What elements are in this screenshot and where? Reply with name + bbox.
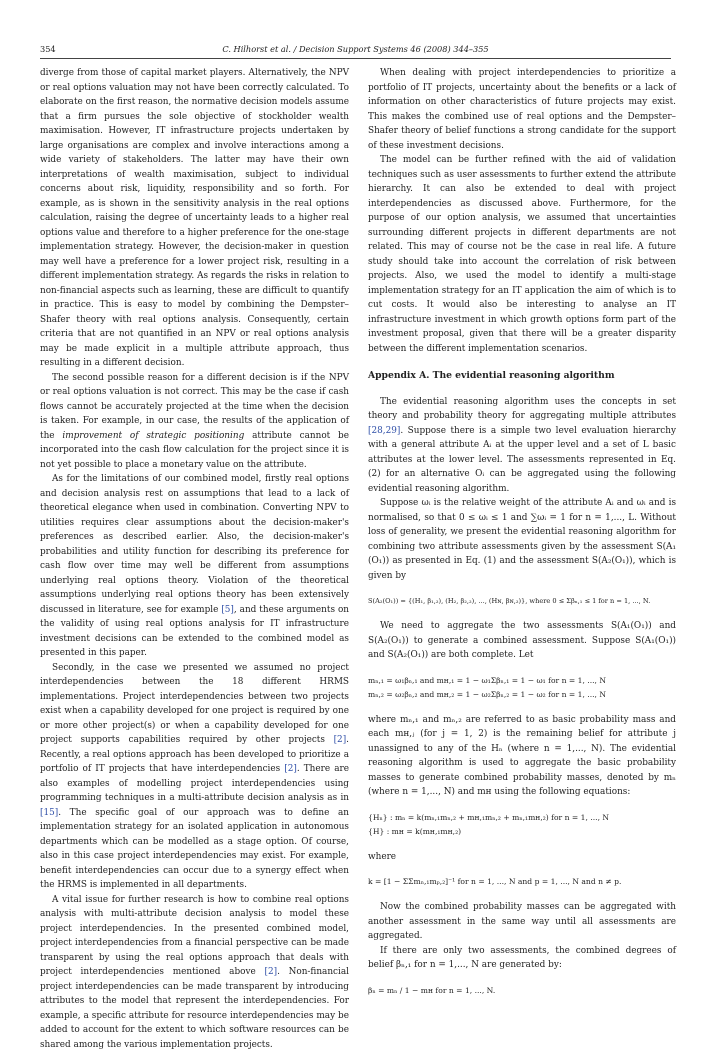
paragraph: If there are only two assessments, the combined degrees of belief βₙ,₁ for n = 1,..., N are generated by: [368,944,676,973]
equation-line: {Hₙ} : mₙ = k(mₙ,₁mₙ,₂ + mʜ,₁mₙ,₂ + mₙ,₁mʜ,₂) for n = 1, ..., N [368,811,676,825]
equation-block [368,811,676,839]
equation: S(A₂(O₁)) = {(H₁, β₁,₂), (H₂, β₂,₂), ..., (Hɴ, βɴ,₂)}, where 0 ≤ Σβₙ,₁ ≤ 1 for n = 1, ..., N. [368,594,676,608]
equation-line: {H} : mʜ = k(mʜ,₁mʜ,₂) [368,825,676,839]
citation-link[interactable]: [2] [334,735,347,745]
text-span: . Recently, a real options approach has been developed to prioritize a portfolio of IT projects that have interdependencies [40,735,349,774]
text-span: The evidential reasoning algorithm uses the concepts in set theory and probability theory for aggregating multiple attributes [368,397,676,422]
text-span: , and these arguments on the validity of using real options analysis for IT infrastructure investment decisions can be extended to the combined model as presented in this paper. [40,605,349,659]
page-number: 354 [40,44,56,54]
running-head: C. Hilhorst et al. / Decision Support Systems 46 (2008) 344–355 [40,44,671,54]
text-span: Secondly, in the case we presented we assumed no project interdependencies between the 18 different HRMS implementations. Project interdependencies between two projects exist when a capability developed for one project is required by one or more other project(s) or when a capability developed for one project supports capabilities required by other projects [40,663,349,746]
citation-link[interactable]: [2] [284,764,297,774]
where-label: where [368,850,676,865]
header-rule [40,58,671,59]
italic-term: improvement of strategic positioning [62,431,244,441]
paragraph: We need to aggregate the two assessments S(A₁(O₁)) and S(A₂(O₁)) to generate a combined assessment. Suppose S(A₁(O₁)) and S(A₂(O₁)) are both complete. Let [368,619,676,663]
appendix-heading: Appendix A. The evidential reasoning algorithm [368,369,676,384]
paragraph [40,661,349,893]
paragraph: diverge from those of capital market players. Alternatively, the NPV or real options valuation may not have been correctly calculated. To elaborate on the first reason, the normative decision models assume that a firm pursues the sole objective of stockholder wealth maximisation. However, IT infrastructure projects undertaken by large organisations are complex and involve interactions among a wide variety of stakeholders. The latter may have their own interpretations of wealth maximisation, subject to individual concerns about risk, liquidity, responsibility and so forth. For example, as is shown in the sensitivity analysis in the real options calculation, raising the degree of uncertainty leads to a higher real options value and therefore to a higher preference for the one-stage implementation strategy. However, the decision-maker in question may well have a preference for a lower project risk, resulting in a different implementation strategy. As regards the risks in relation to non-financial aspects such as learning, these are difficult to quantify in practice. This is easy to model by combining the Dempster–Shafer theory with real options analysis. Consequently, certain criteria that are not quantified in an NPV or real options analysis may be made explicit in a multiple attribute approach, thus resulting in a different decision. [40,66,349,371]
equation: k = [1 − ΣΣmₙ,₁mₚ,₂]⁻¹ for n = 1, ..., N and p = 1, ..., N and n ≠ p. [368,875,676,889]
paragraph [40,472,349,661]
citation-link[interactable]: [15] [40,808,58,818]
paragraph [368,395,676,497]
text-span: . Non-financial project interdependencies can be made transparent by introducing attributes to the model that represent the interdependencies. For example, a specific attribute for resource interdependencies may be added to account for the extent to which software resources can be shared among the various implementation projects. [40,967,349,1050]
right-column [368,66,676,1009]
left-column [40,66,349,1052]
citation-link[interactable]: [2] [264,967,277,977]
text-span: A vital issue for further research is how to combine real options analysis with multi-attribute decision analysis to model these project interdependencies. In the presented combined model, project interdependencies from a financial perspective can be made transparent by using the real options approach that deals with project interdependencies mentioned above [40,895,349,978]
text-span: . There are also examples of modelling project interdependencies using programming techniques in a multi-attribute decision analysis as in [40,764,349,803]
citation-link[interactable]: [5] [221,605,234,615]
equation-line: mₙ,₁ = ω₁βₙ,₁ and mʜ,₁ = 1 − ω₁Σβₙ,₁ = 1 − ω₁ for n = 1, ..., N [368,674,676,688]
text-span: As for the limitations of our combined model, firstly real options and decision analysis rest on assumptions that lead to a lack of theoretical elegance when used in combination. Converting NPV to utilities requires clear assumptions about the decision-maker's preferences as described earlier. Also, the decision-maker's probabilities and utility function for describing its preference for cash flow over time may well be different from assumptions underlying real options theory. Violation of the theoretical assumptions underlying real options theory has been extensively discussed in literature, see for example [40,474,349,615]
equation-block [368,674,676,702]
paragraph: Now the combined probability masses can be aggregated with another assessment in the same way until all assessments are aggregated. [368,900,676,944]
text-span: . The specific goal of our approach was to define an implementation strategy for an isolated application in autonomous departments which can be modelled as a stage option. Of course, also in this case project interdependencies may exist. For example, benefit interdependencies can occur due to a synergy effect when the HRMS is implemented in all departments. [40,808,349,891]
paragraph: When dealing with project interdependencies to prioritize a portfolio of IT projects, uncertainty about the benefits or a lack of information on other characteristics of future projects may exist. This makes the combined use of real options and the Dempster–Shafer theory of belief functions a strong candidate for the support of these investment decisions. [368,66,676,153]
paragraph: Suppose ωᵢ is the relative weight of the attribute Aᵢ and ωᵢ and is normalised, so that 0 ≤ ωᵢ ≤ 1 and ∑ωᵢ = 1 for n = 1,..., L. Without loss of generality, we present the evidential reasoning algorithm for combining two attribute assessments given by the assessment S(A₁ (O₁)) as presented in Eq. (1) and the assessment S(A₂(O₁)), which is given by [368,496,676,583]
citation-link[interactable]: [28,29] [368,426,400,436]
paragraph [40,893,349,1052]
text-span: attribute cannot be incorporated into the cash flow calculation for the project since it is not yet possible to place a monetary value on the attribute. [40,431,349,470]
equation: βₙ = mₙ / 1 − mʜ for n = 1, ..., N. [368,984,676,998]
text-span: . Suppose there is a simple two level evaluation hierarchy with a general attribute Aᵢ at the upper level and a set of L basic attributes at the lower level. The assessments represented in Eq. (2) for an alternative Oᵢ can be aggregated using the following evidential reasoning algorithm. [368,426,676,494]
paragraph: The model can be further refined with the aid of validation techniques such as user assessments to further extend the attribute hierarchy. It can also be extended to deal with project interdependencies as discussed above. Furthermore, for the purpose of our option analysis, we assumed that uncertainties surrounding different projects in different departments are not related. This may of course not be the case in real life. A future study should take into account the correlation of risk between projects. Also, we used the model to identify a multi-stage implementation strategy for an IT application the aim of which is to cut costs. It would also be interesting to analyse an IT infrastructure investment in which growth options form part of the investment proposal, given that there will be a greater disparity between the different implementation scenarios. [368,153,676,356]
paragraph [40,371,349,473]
text-span: The second possible reason for a different decision is if the NPV or real options valuation is not correct. This may be the case if cash flows cannot be accurately projected at the time when the decision is taken. For example, in our case, the results of the application of the [40,373,349,441]
equation-line: mₙ,₂ = ω₂βₙ,₂ and mʜ,₂ = 1 − ω₂Σβₙ,₂ = 1 − ω₂ for n = 1, ..., N [368,688,676,702]
paragraph: where mₙ,₁ and mₙ,₂ are referred to as basic probability mass and each mʜ,ⱼ (for j = 1, 2) is the remaining belief for attribute j unassigned to any of the Hₙ (where n = 1,..., N). The evidential reasoning algorithm is used to aggregate the basic probability masses to generate combined probability masses, denoted by mₙ (where n = 1,..., N) and mʜ using the following equations: [368,713,676,800]
page-header [40,44,671,58]
